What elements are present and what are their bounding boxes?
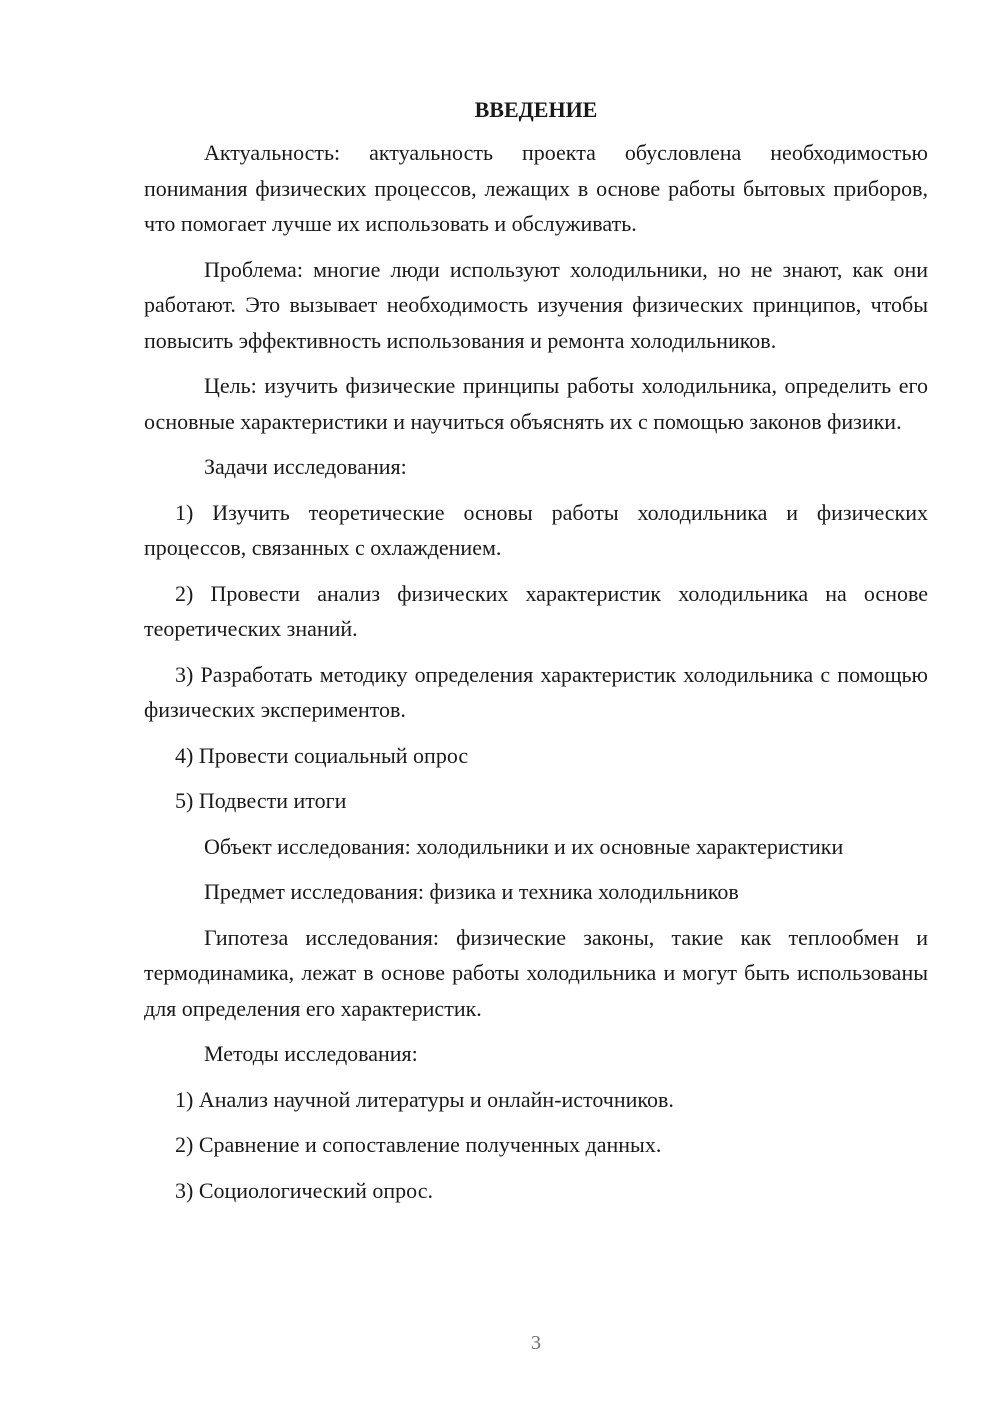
problem-paragraph: Проблема: многие люди используют холодильники, но не знают, как они работают. Это вызывает необходимость изучения физических принципов, чтобы повысить эффективность использования и ремонта холодильников.	[144, 256, 928, 353]
method-item-3: 3) Социологический опрос.	[175, 1177, 433, 1203]
page-number: 3	[531, 1332, 541, 1354]
method-item-2: 2) Сравнение и сопоставление полученных данных.	[175, 1132, 662, 1157]
relevance-paragraph: Актуальность: актуальность проекта обусловлена необходимостью понимания физических процессов, лежащих в основе работы бытовых приборов, что помогает лучше их использовать и обслуживать.	[144, 140, 928, 236]
section-title: ВВЕДЕНИЕ	[474, 97, 598, 122]
tasks-heading: Задачи исследования:	[204, 454, 407, 479]
task-item-5: 5) Подвести итоги	[175, 788, 347, 813]
object-paragraph: Объект исследования: холодильники и их основные характеристики	[204, 833, 844, 859]
task-item-1: 1) Изучить теоретические основы работы холодильника и физических процессов, связанных с охлаждением.	[144, 499, 928, 560]
task-item-3: 3) Разработать методику определения характеристик холодильника с помощью физических экспериментов.	[144, 661, 928, 722]
hypothesis-paragraph: Гипотеза исследования: физические законы, такие как теплообмен и термодинамика, лежат в основе работы холодильника и могут быть использованы для определения его характеристик.	[144, 924, 928, 1021]
task-item-4: 4) Провести социальный опрос	[175, 742, 469, 768]
goal-paragraph: Цель: изучить физические принципы работы холодильника, определить его основные характеристики и научиться объяснять их с помощью законов физики.	[144, 373, 928, 434]
task-item-2: 2) Провести анализ физических характеристик холодильника на основе теоретических знаний.	[144, 580, 928, 641]
methods-heading: Методы исследования:	[204, 1041, 418, 1066]
document-page	[144, 93, 928, 1218]
method-item-1: 1) Анализ научной литературы и онлайн-источников.	[175, 1086, 674, 1112]
subject-paragraph: Предмет исследования: физика и техника холодильников	[204, 879, 739, 904]
